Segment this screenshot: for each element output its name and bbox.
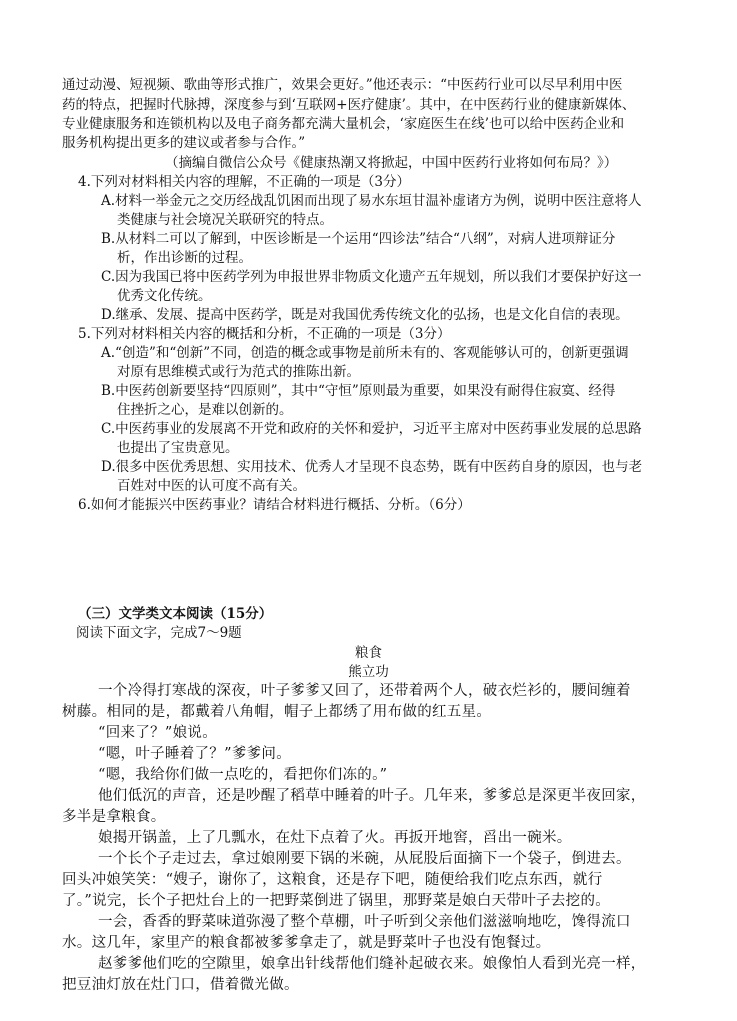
story-line: 赵爹爹他们吃的空隙里，娘拿出针线帮他们缝补起破衣来。娘像怕人看到光亮一样，	[98, 956, 646, 972]
source-citation: （摘编自微信公众号《健康热潮又将掀起，中国中医药行业将如何布局？》）	[165, 155, 618, 171]
story-line: 多半是拿粮食。	[62, 809, 166, 825]
question-4-option-a: A.材料一举金元之交历经战乱饥困而出现了易水东垣甘温补虚诸方为例，说明中医注意将人	[101, 193, 642, 209]
question-4-option-c: C.因为我国已将中医药学列为申报世界非物质文化遗产五年规划，所以我们才要保护好这一	[101, 269, 642, 285]
story-line: 树藤。相同的是，都戴着八角帽，帽子上都绣了用布做的红五星。	[62, 704, 492, 720]
story-line: 把豆油灯放在灶门口，借着微光做。	[62, 977, 299, 993]
story-line: 他们低沉的声音，还是吵醒了稻草中睡着的叶子。几年来，爹爹总是深更半夜回家，	[98, 788, 646, 804]
question-5-option-c: C.中医药事业的发展离不开党和政府的关怀和爱护，习近平主席对中医药事业发展的总思路	[101, 421, 642, 437]
question-4-option-c-cont: 优秀文化传统。	[117, 288, 212, 304]
question-5-stem: 5.下列对材料相关内容的概括和分析，不正确的一项是（3分）	[78, 326, 451, 342]
question-4-option-d: D.继承、发展、提高中医药学，既是对我国优秀传统文化的弘扬，也是文化自信的表现。	[101, 307, 629, 323]
question-4-stem: 4.下列对材料相关内容的理解，不正确的一项是（3分）	[78, 174, 410, 190]
question-5-option-b-cont: 住挫折之心，是难以创新的。	[117, 402, 293, 418]
material-line-2: 药的特点，把握时代脉搏，深度参与到‘互联网+医疗健康’。其中，在中医药行业的健康新媒体、	[62, 97, 636, 113]
story-line: 娘揭开锅盖，上了几瓢水，在灶下点着了火。再扳开地窖，舀出一碗米。	[98, 830, 572, 846]
question-4-option-b-cont: 析，作出诊断的过程。	[117, 250, 252, 266]
story-line: “嗯，叶子睡着了？”爹爹问。	[98, 746, 292, 762]
section-heading: （三）文学类文本阅读（15分）	[78, 606, 273, 622]
story-author: 熊立功	[348, 664, 389, 680]
material-line-3: 专业健康服务和连锁机构以及电子商务都充满大量机会，‘家庭医生在线’也可以给中医药企业和	[62, 116, 625, 132]
material-line-4: 服务机构提出更多的建议或者参与合作。”	[62, 135, 306, 151]
story-line: “嗯，我给你们做一点吃的，看把你们冻的。”	[98, 767, 388, 783]
question-5-option-a: A.“创造”和“创新”不同，创造的概念或事物是前所未有的、客观能够认可的，创新更强调	[101, 345, 629, 361]
story-title: 粮食	[355, 645, 382, 661]
story-line: “回来了？”娘说。	[98, 725, 218, 741]
question-5-option-b: B.中医药创新要坚持“四原则”，其中“守恒”原则最为重要，如果没有耐得住寂寞、经得	[101, 383, 616, 399]
question-4-option-a-cont: 类健康与社会境况关联研究的特点。	[117, 212, 333, 228]
section-instruction: 阅读下面文字，完成7～9题	[76, 625, 242, 641]
story-line: 一个长个子走过去，拿过娘刚要下锅的米碗，从屁股后面摘下一个袋子，倒进去。	[98, 851, 631, 867]
question-5-option-d-cont: 百姓对中医的认可度不高有关。	[117, 478, 306, 494]
material-line-1: 通过动漫、短视频、歌曲等形式推广，效果会更好。”他还表示：“中医药行业可以尽早利用中医	[62, 77, 623, 93]
question-6-stem: 6.如何才能振兴中医药事业？请结合材料进行概括、分析。（6分）	[78, 497, 471, 513]
question-5-option-d: D.很多中医优秀思想、实用技术、优秀人才呈现不良态势，既有中医药自身的原因，也与老	[101, 459, 643, 475]
story-line: 了。”说完，长个子把灶台上的一把野菜倒进了锅里，那野菜是娘白天带叶子去挖的。	[62, 893, 611, 909]
story-line: 水。这几年，家里产的粮食都被爹爹拿走了，就是野菜叶子也没有饱餐过。	[62, 935, 551, 951]
question-5-option-a-cont: 对原有思维模式或行为范式的推陈出新。	[117, 364, 360, 380]
question-5-option-c-cont: 也提出了宝贵意见。	[117, 440, 239, 456]
question-4-option-b: B.从材料二可以了解到，中医诊断是一个运用“四诊法”结合“八纲”，对病人进项辩证分	[101, 231, 616, 247]
story-line: 一会，香香的野菜味道弥漫了整个草棚，叶子听到父亲他们滋滋响地吃，馋得流口	[98, 914, 631, 930]
story-line: 回头冲娘笑笑：“嫂子，谢你了，这粮食，还是存下吧，随便给我们吃点东西，就行	[62, 872, 603, 888]
story-line: 一个冷得打寒战的深夜，叶子爹爹又回了，还带着两个人，破衣烂衫的，腰间缠着	[98, 683, 631, 699]
